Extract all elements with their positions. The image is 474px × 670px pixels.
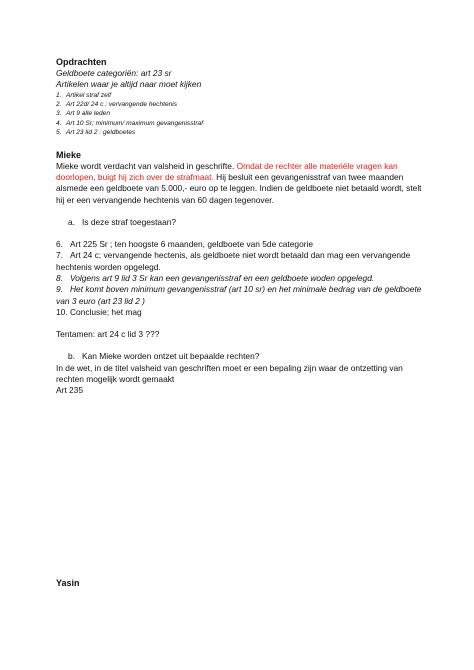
article-reference: Art 235	[56, 385, 84, 396]
question-a: a. Is deze straf toegestaan?	[68, 216, 177, 227]
list-item: 3. Art 9 alle leden	[56, 110, 110, 118]
answer-item: 6. Art 225 Sr ; ten hoogste 6 maanden, geldboete van 5de categorie	[56, 239, 314, 250]
list-item: 4. Art 10 Sr; minimum/ maximum gevangenisstraf	[56, 119, 204, 127]
mieke-case-paragraph: Mieke wordt verdacht van valsheid in geschrifte. Omdat de rechter alle materiële vragen kan doorlopen, buigt hij zich over de strafmaat. Hij besluit een gevangenisstraf van twee maanden alsmede een geldboete van 5.000,- euro op te leggen. Indien de geldboete niet betaald wordt, stelt hij er een vervangende hechtenis van 60 dagen tegenover.	[56, 160, 422, 205]
tentamen-note: Tentamen: art 24 c lid 3 ???	[56, 329, 160, 340]
answer-item: 8. Volgens art 9 lid 3 Sr kan een gevangenisstraf en een geldboete woden opgelegd.	[56, 273, 375, 283]
yasin-heading: Yasin	[56, 578, 80, 588]
list-item: 1. Artikel straf zelf	[56, 91, 112, 99]
answer-item: 7. Art 24 c; vervangende hectenis, als geldboete niet wordt betaald dan mag een vervangende hechtenis worden opgelegd.	[56, 250, 411, 272]
list-item: 5. Art 23 lid 2 : geldboetes	[56, 129, 136, 137]
spacer	[56, 138, 428, 149]
answer-item: 9. Het komt boven minimum gevangenisstraf (art 10 sr) en het minimale bedrag van de geldboete van 3 euro (art 23 lid 2 )	[56, 284, 422, 306]
spacer	[56, 228, 428, 239]
mieke-heading: Mieke	[56, 149, 82, 160]
answer-item: 10. Conclusie; het mag	[56, 306, 142, 317]
articles-list	[56, 91, 428, 138]
opdrachten-heading: Opdrachten	[56, 57, 107, 67]
document-content	[56, 56, 428, 397]
list-item: 2. Art 22d/ 24 c ; vervangende hechtenis	[56, 101, 178, 108]
highlighted-text: Omdat de rechter alle materiële vragen kan doorlopen, buigt hij zich over de strafmaat.	[56, 160, 398, 182]
spacer	[56, 340, 428, 351]
answer-b: In de wet, in de titel valsheid van geschriften moet er een bepaling zijn waar de ontzetting van rechten mogelijk wordt gemaakt	[56, 362, 403, 385]
spacer	[56, 206, 428, 217]
spacer	[56, 318, 428, 329]
question-b: b. Kan Mieke worden ontzet uit bepaalde rechten?	[68, 351, 260, 362]
opdrachten-subtitle: Geldboete categoriën: art 23 sr	[56, 68, 172, 78]
opdrachten-note: Artikelen waar je altijd naar moet kijken	[56, 79, 202, 90]
